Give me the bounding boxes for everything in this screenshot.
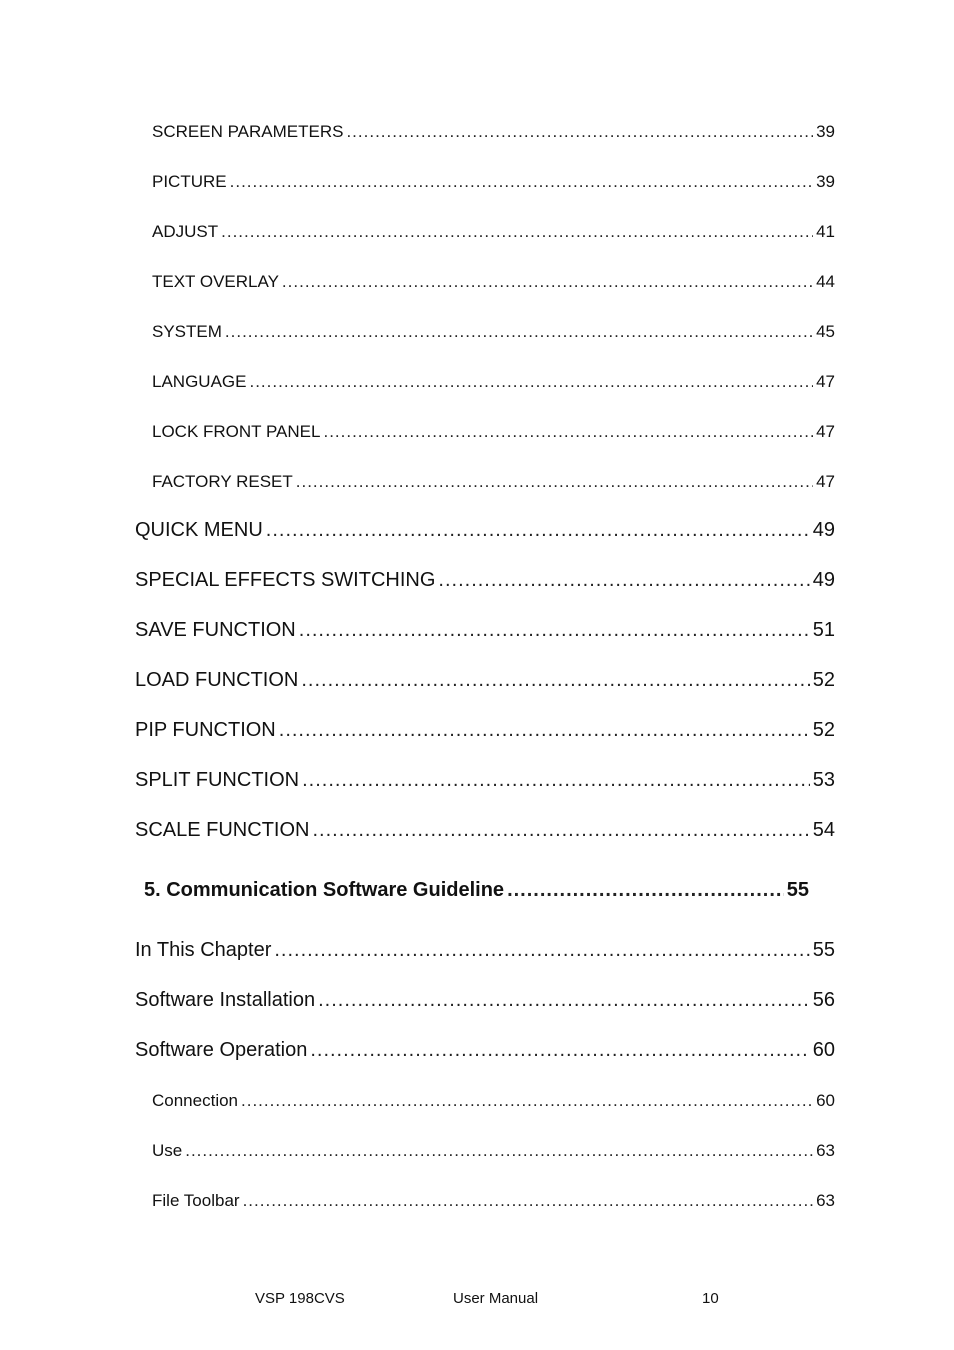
toc-entry-label: LANGUAGE xyxy=(152,372,247,391)
dot-leader xyxy=(249,372,813,392)
dot-leader xyxy=(282,272,813,292)
toc-entry-page: 47 xyxy=(816,472,835,491)
toc-entry-page: 60 xyxy=(812,1039,835,1061)
toc-entry-label: LOAD FUNCTION xyxy=(135,669,299,691)
dot-leader xyxy=(221,222,813,242)
toc-entry-label: LOCK FRONT PANEL xyxy=(152,422,321,441)
dot-leader xyxy=(318,989,810,1012)
toc-entry[interactable] xyxy=(135,819,835,847)
toc-entry-label: PIP FUNCTION xyxy=(135,719,276,741)
footer-model: VSP 198CVS xyxy=(255,1290,345,1307)
toc-entry-label: In This Chapter xyxy=(135,939,272,961)
toc-entry-page: 39 xyxy=(816,122,835,141)
toc-entry-page: 51 xyxy=(812,619,835,641)
dot-leader xyxy=(241,1091,813,1111)
toc-entry[interactable] xyxy=(152,272,835,296)
toc-entry[interactable] xyxy=(152,222,835,246)
dot-leader xyxy=(301,669,809,692)
dot-leader xyxy=(310,1039,809,1062)
toc-entry[interactable] xyxy=(135,519,835,547)
toc-entry[interactable] xyxy=(135,619,835,647)
toc-entry[interactable] xyxy=(152,172,835,196)
toc-entry-label: SAVE FUNCTION xyxy=(135,619,296,641)
dot-leader xyxy=(279,719,810,742)
toc-entry-page: 53 xyxy=(812,769,835,791)
dot-leader xyxy=(346,122,813,142)
toc-entry[interactable] xyxy=(135,989,835,1017)
dot-leader xyxy=(225,322,813,342)
toc-entry-page: 49 xyxy=(812,569,835,591)
toc-entry[interactable] xyxy=(135,1039,835,1067)
toc-entry-label: SCREEN PARAMETERS xyxy=(152,122,344,141)
toc-entry-label: ADJUST xyxy=(152,222,219,241)
toc-entry-label: 5. Communication Software Guideline xyxy=(144,879,505,901)
toc-entry-label: File Toolbar xyxy=(152,1191,240,1210)
toc-entry-page: 60 xyxy=(816,1091,835,1110)
toc-entry[interactable] xyxy=(152,422,835,446)
toc-entry[interactable] xyxy=(135,569,835,597)
footer-doc-type: User Manual xyxy=(453,1290,539,1307)
toc-entry-label: Connection xyxy=(152,1091,239,1110)
toc-entry[interactable] xyxy=(135,939,835,967)
toc-entry-page: 55 xyxy=(786,879,809,901)
toc-entry-page: 63 xyxy=(816,1141,835,1160)
toc-entry-label: TEXT OVERLAY xyxy=(152,272,279,291)
toc-entry-label: FACTORY RESET xyxy=(152,472,293,491)
toc-entry-page: 54 xyxy=(812,819,835,841)
toc-entry-label: SCALE FUNCTION xyxy=(135,819,310,841)
toc-entry[interactable] xyxy=(152,372,835,396)
page-footer xyxy=(0,1290,954,1312)
dot-leader xyxy=(299,619,810,642)
toc-entry-page: 56 xyxy=(812,989,835,1011)
dot-leader xyxy=(438,569,809,592)
toc-entry-page: 55 xyxy=(812,939,835,961)
toc-entry-page: 41 xyxy=(816,222,835,241)
toc-entry-label: Use xyxy=(152,1141,183,1160)
toc-entry[interactable] xyxy=(152,1091,835,1115)
toc-entry-label: SPLIT FUNCTION xyxy=(135,769,300,791)
toc-entry-page: 49 xyxy=(812,519,835,541)
toc-entry-label: Software Installation xyxy=(135,989,316,1011)
toc-entry[interactable] xyxy=(152,1141,835,1165)
dot-leader xyxy=(274,939,809,962)
dot-leader xyxy=(323,422,813,442)
toc-entry-page: 63 xyxy=(816,1191,835,1210)
toc-entry-page: 39 xyxy=(816,172,835,191)
toc-entry[interactable] xyxy=(135,719,835,747)
dot-leader xyxy=(302,769,810,792)
dot-leader xyxy=(296,472,813,492)
toc-entry[interactable] xyxy=(152,472,835,496)
toc-entry-page: 44 xyxy=(816,272,835,291)
dot-leader xyxy=(266,519,810,542)
toc-entry[interactable] xyxy=(152,122,835,146)
toc-entry-page: 45 xyxy=(816,322,835,341)
toc-entry[interactable] xyxy=(152,1191,835,1215)
dot-leader xyxy=(507,879,784,902)
toc-entry-label: SYSTEM xyxy=(152,322,222,341)
toc-entry[interactable] xyxy=(152,322,835,346)
toc-entry-label: PICTURE xyxy=(152,172,227,191)
toc-entry-page: 47 xyxy=(816,372,835,391)
toc-entry-page: 47 xyxy=(816,422,835,441)
dot-leader xyxy=(312,819,809,842)
dot-leader xyxy=(230,172,813,192)
footer-page-number: 10 xyxy=(702,1290,719,1307)
toc-entry-label: Software Operation xyxy=(135,1039,308,1061)
dot-leader xyxy=(243,1191,814,1211)
toc-entry[interactable] xyxy=(135,669,835,697)
toc-entry-label: QUICK MENU xyxy=(135,519,263,541)
toc-chapter-heading[interactable] xyxy=(144,879,809,907)
toc-entry-label: SPECIAL EFFECTS SWITCHING xyxy=(135,569,436,591)
toc-entry[interactable] xyxy=(135,769,835,797)
toc-entry-page: 52 xyxy=(812,719,835,741)
toc-entry-page: 52 xyxy=(812,669,835,691)
dot-leader xyxy=(185,1141,813,1161)
